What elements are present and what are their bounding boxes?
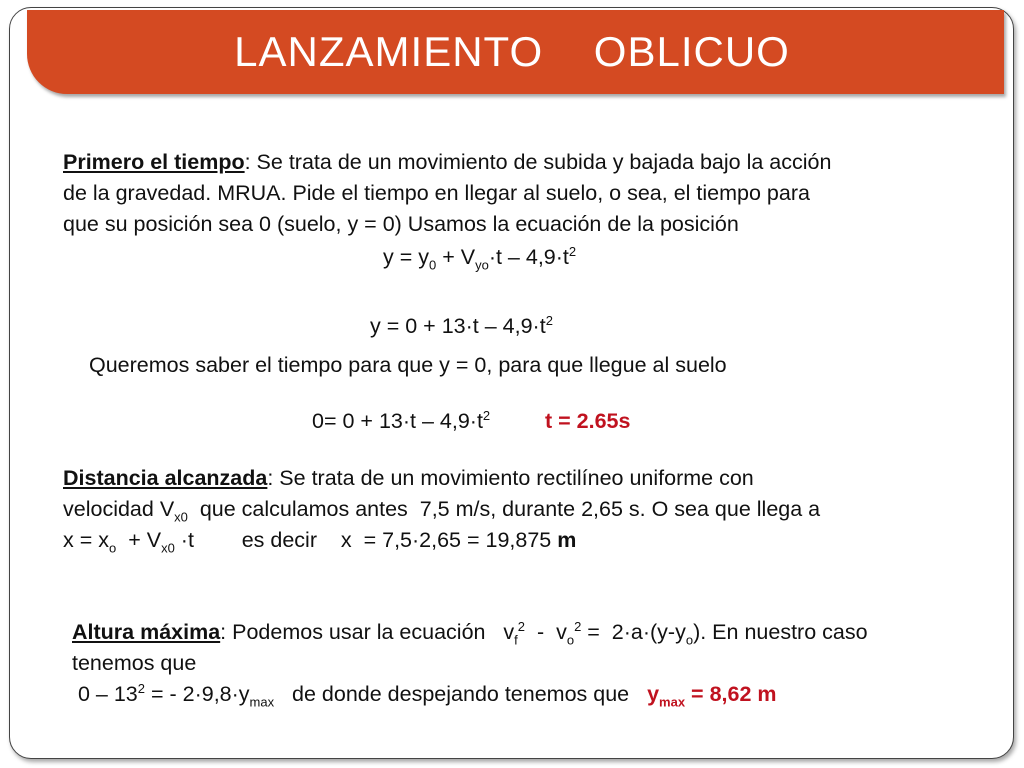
tiempo-heading: Primero el tiempo [63,150,245,174]
tiempo-text-1: : Se trata de un movimiento de subida y bajada bajo la acción [244,150,832,174]
ymax-result: $y_{max} = 8,62$ m [647,682,777,710]
tiempo-line-3: que su posición sea 0 (suelo, y = 0) Usamos la ecuación de la posición [63,212,739,236]
tiempo-question: Queremos saber el tiempo para que y = 0, para que llegue al suelo [89,353,727,377]
distancia-heading: Distancia alcanzada [63,466,268,490]
altura-line-2: tenemos que [72,651,197,675]
altura-line-3: $0 - 13^2$ = - $2\cdot 9,8\cdot y_{max}$ de donde despejando tenemos que $y_{max} = 8,62$ m [72,680,777,710]
slide-title: LANZAMIENTO OBLICUO [234,28,790,75]
distancia-line-3: $x = x_o + V_{x0} \cdot t$ es decir x = 7,5·2,65 = 19,875 m [63,528,577,556]
equation-position: $y = y_0 + V_{yo}\cdot t - 4,9\cdot t^2$ [383,243,577,273]
equation-zero: $0= 0 + 13\cdot t - 4,9\cdot t^2$ [312,407,491,433]
equation-substituted: $y = 0 + 13\cdot t - 4,9\cdot t^2$ [370,312,553,338]
altura-heading: Altura máxima [72,620,221,644]
tiempo-line-1 [63,147,831,177]
distancia-line-2: velocidad $V_{x0}$ que calculamos antes 7,5 m/s, durante 2,65 s. O sea que llega a [63,497,821,525]
time-result: t = 2.65s [545,409,631,433]
distancia-line-1: Distancia alcanzada: Se trata de un movimiento rectilíneo uniforme con [63,466,754,490]
altura-line-1: Altura máxima: Podemos usar la ecuación $v_f^2 - v_o^2 = 2\cdot a\cdot(y-y_o)$. En nuestro caso [72,618,868,648]
tiempo-line-2: de la gravedad. MRUA. Pide el tiempo en llegar al suelo, o sea, el tiempo para [63,181,810,205]
